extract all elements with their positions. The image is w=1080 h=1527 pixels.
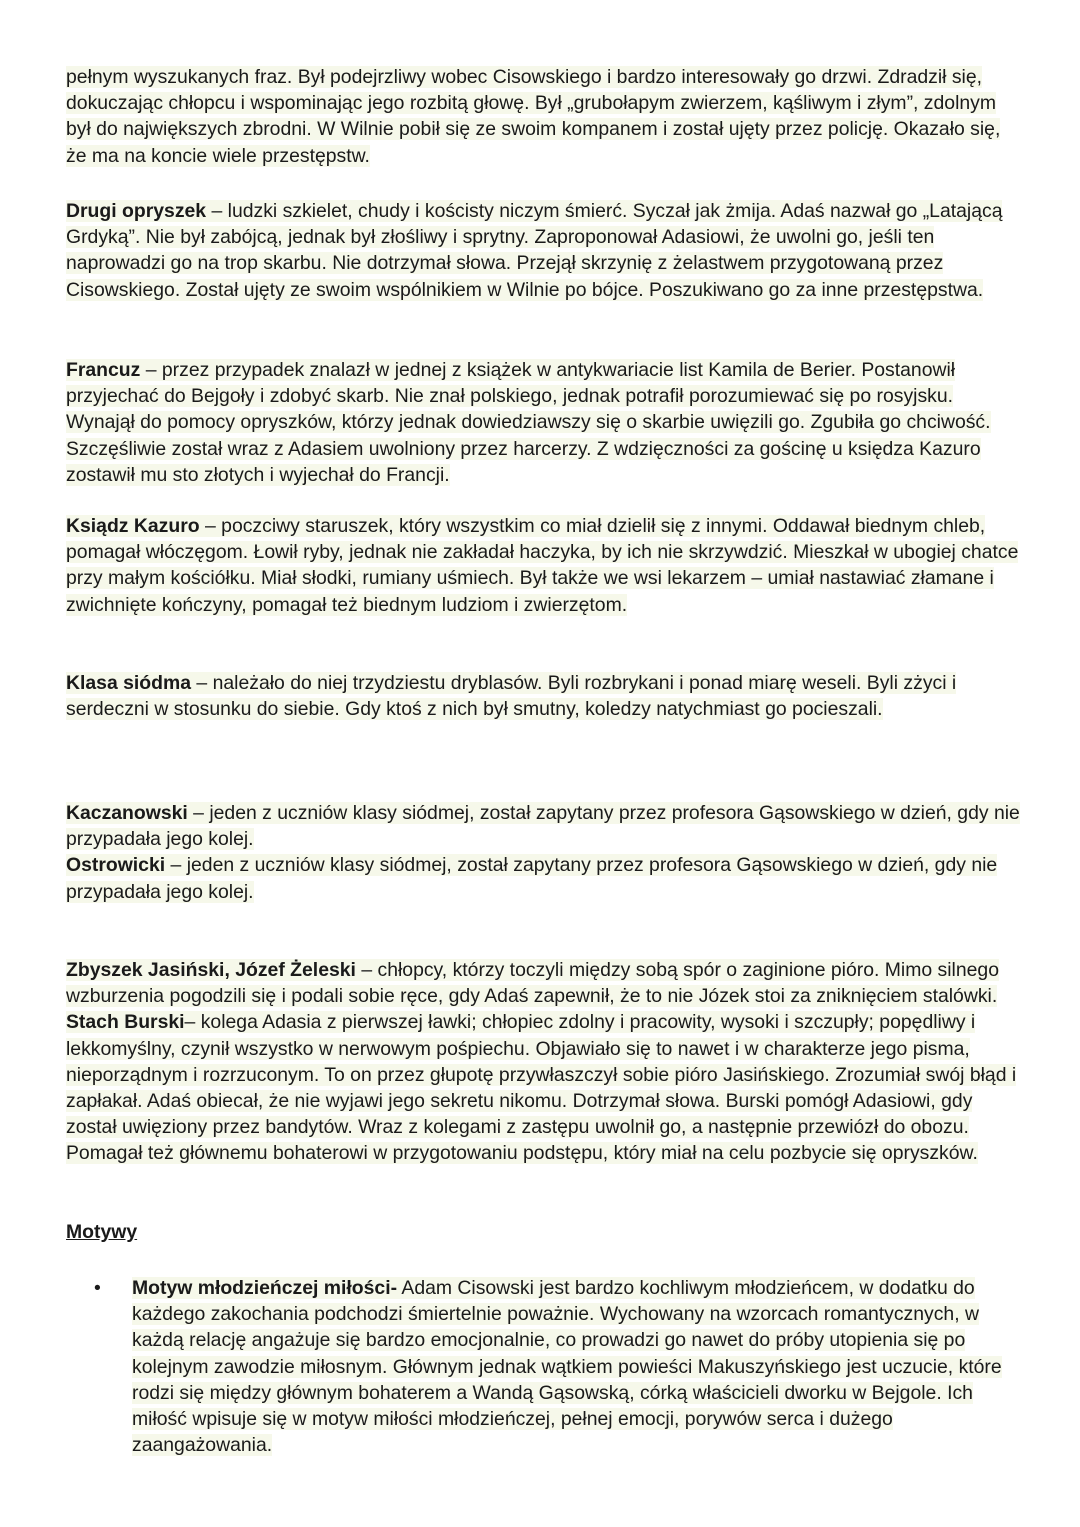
character-name: Stach Burski bbox=[66, 1011, 185, 1034]
character-name: Ksiądz Kazuro bbox=[66, 515, 200, 537]
section-heading-motywy: Motywy bbox=[66, 1221, 138, 1243]
paragraph-text: – jeden z uczniów klasy siódmej, został zapytany przez profesora Gąsowskiego w dzień, gdy nie przypadała jego kolej. bbox=[66, 854, 998, 903]
paragraph-first-bandit bbox=[66, 64, 1026, 169]
paragraph-text: – jeden z uczniów klasy siódmej, został zapytany przez profesora Gąsowskiego w dzień, gdy nie przypadała jego kolej. bbox=[66, 802, 1020, 851]
motif-description: Adam Cisowski jest bardzo kochliwym młodzieńcem, w dodatku do każdego zakochania podchodzi śmiertelnie poważnie. Wychowany na wzorcach romantycznych, w każdą relację angażuje się bardzo emocjonalnie, co prowadzi go nawet do próby utopienia się po kolejnym zawodzie miłosnym. Głównym jednak wątkiem powieści Makuszyńskiego jest uczucie, które rodzi się między głównym bohaterem a Wandą Gąsowską, córką właścicieli dworku w Bejgole. Ich miłość wpisuje się w motyw miłości młodzieńczej, pełnej emocji, porywów serca i dużego zaangażowania. bbox=[132, 1277, 1002, 1457]
paragraph-jasinski-zeleski-burski bbox=[66, 957, 1026, 1167]
paragraph-text: – ludzki szkielet, chudy i kościsty niczym śmierć. Syczał jak żmija. Adaś nazwał go „Latającą Grdyką”. Nie był zabójcą, jednak był złośliwy i sprytny. Zaproponował Adasiowi, że uwolni go, jeśli ten naprowadzi go na trop skarbu. Nie dotrzymał słowa. Przejął skrzynię z żelastwem przygotowaną przez Cisowskiego. Został ujęty ze swoim wspólnikiem w Wilnie po bójce. Poszukiwano go za inne przestępstwa. bbox=[66, 200, 1003, 301]
bullet-icon: • bbox=[94, 1277, 101, 1299]
motif-title: Motyw młodzieńczej miłości- bbox=[132, 1277, 398, 1299]
paragraph-text: – kolega Adasia z pierwszej ławki; chłopiec zdolny i pracowity, wysoki i szczupły; popędliwy i lekkomyślny, czynił wszystko w nerwowym pośpiechu. Objawiało się to nawet i w charakterze jego pisma, nieporządnym i rozrzuconym. To on przez głupotę przywłaszczył sobie pióro Jasińskiego. Zrozumiał swój błąd i zapłakał. Adaś obiecał, że nie wyjawi jego sekretu nikomu. Dotrzymał słowa. Burski pomógł Adasiowi, gdy został uwięziony przez bandytów. Wraz z kolegami z zastępu uwolnił go, a następnie przewiózł do obozu. Pomagał też głównemu bohaterowi w przygotowaniu podstępu, który miał na celu pozbycie się opryszków. bbox=[66, 1011, 1017, 1165]
paragraph-text: – poczciwy staruszek, który wszystkim co miał dzielił się z innymi. Oddawał biednym chleb, pomagał włóczęgom. Łowił ryby, jednak nie zakładał haczyka, by ich nie skrzywdzić. Mieszkał w ubogiej chatce przy małym kościółku. Miał słodki, rumiany uśmiech. Był także we wsi lekarzem – umiał nastawiać złamane i zwichnięte kończyny, pomagał też biednym ludziom i zwierzętom. bbox=[66, 515, 1019, 616]
paragraph-text: – przez przypadek znalazł w jednej z książek w antykwariacie list Kamila de Berier. Postanowił przyjechać do Bejgoły i zdobyć skarb. Nie znał polskiego, jednak potrafił porozumiewać się po rosyjsku. Wynajął do pomocy opryszków, którzy jednak dowiedziawszy się o skarbie uwięzili go. Zgubiła go chciwość. Szczęśliwie został wraz z Adasiem uwolniony przez harcerzy. Z wdzięczności za gościnę u księdza Kazuro zostawił mu sto złotych i wyjechał do Francji. bbox=[66, 359, 991, 486]
paragraph-text: – chłopcy, którzy toczyli między sobą spór o zaginione pióro. Mimo silnego wzburzenia pogodzili się i podali sobie ręce, gdy Adaś zapewnił, że to nie Józek stoi za zniknięciem stalówki. bbox=[66, 959, 999, 1008]
paragraph-text: – należało do niej trzydziestu dryblasów. Byli rozbrykani i ponad miarę weseli. Byli zżyci i serdeczni w stosunku do siebie. Gdy ktoś z nich był smutny, koledzy natychmiast go pocieszali. bbox=[66, 672, 957, 721]
paragraph-kaczanowski-ostrowicki bbox=[66, 800, 1026, 905]
bullet-text bbox=[132, 1275, 1012, 1458]
character-name: Zbyszek Jasiński, Józef Żeleski bbox=[66, 959, 356, 981]
character-name: Klasa siódma bbox=[66, 672, 192, 694]
character-name: Francuz bbox=[66, 359, 141, 381]
paragraph-klasa-siodma bbox=[66, 670, 1026, 722]
paragraph-second-bandit bbox=[66, 198, 1026, 303]
character-name: Kaczanowski bbox=[66, 802, 188, 824]
character-name: Drugi opryszek bbox=[66, 200, 207, 222]
paragraph-francuz bbox=[66, 357, 1026, 488]
paragraph-ksiadz-kazuro bbox=[66, 513, 1026, 618]
character-name: Ostrowicki bbox=[66, 854, 166, 877]
paragraph-text: pełnym wyszukanych fraz. Był podejrzliwy wobec Cisowskiego i bardzo interesowały go drzwi. Zdradził się, dokuczając chłopcu i wspominając jego rozbitą głowę. Był „grubołapym zwierzem, kąśliwym i złym”, zdolnym był do największych zbrodni. W Wilnie pobił się ze swoim kompanem i został ujęty przez policję. Okazało się, że ma na koncie wiele przestępstw. bbox=[66, 66, 1001, 167]
